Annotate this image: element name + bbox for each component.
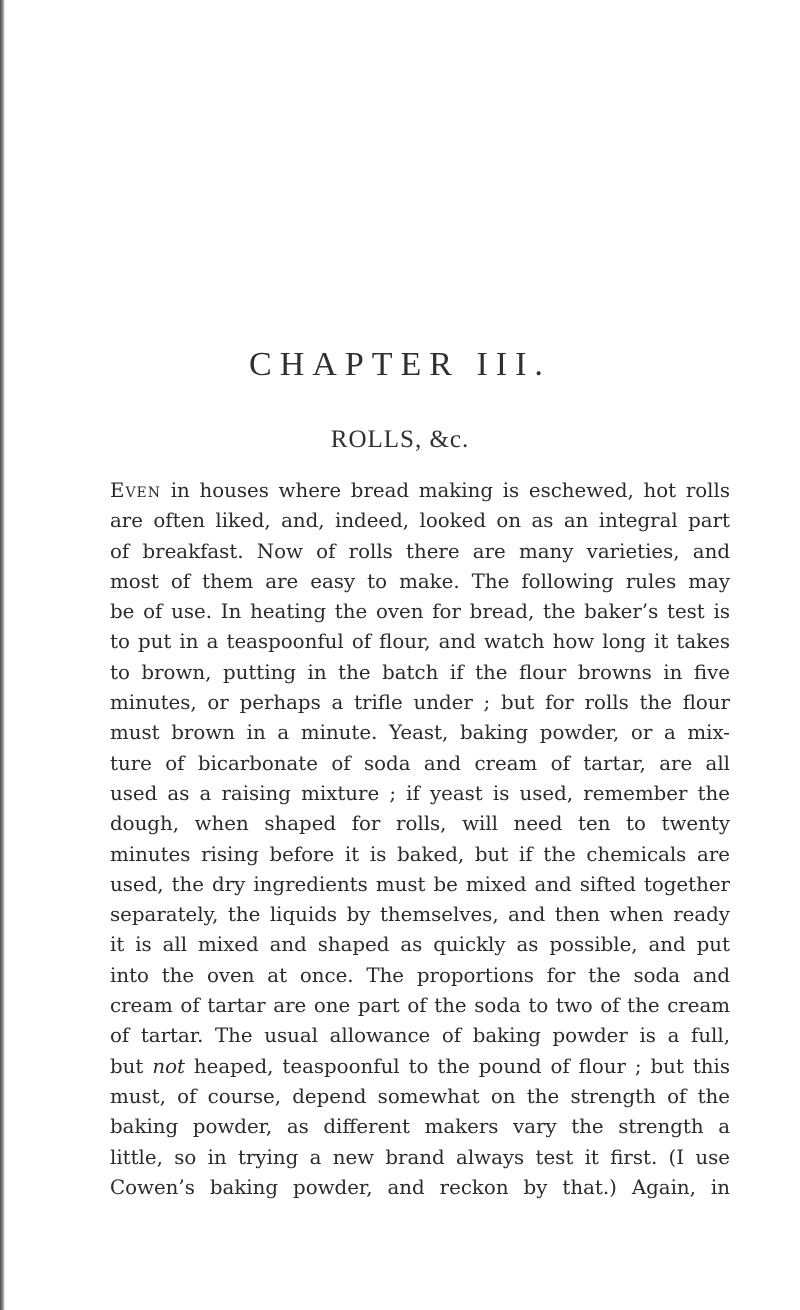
text-line: must, of course, depend somewhat on the strength of the	[110, 1084, 730, 1108]
text-line: Even in houses where bread making is eschewed, hot rolls	[110, 479, 730, 502]
text-line: used as a raising mixture ; if yeast is used, remember the	[110, 781, 730, 805]
text-line: most of them are easy to make. The following rules may	[110, 569, 730, 593]
text-line: but not heaped, teaspoonful to the pound of flour ; but this	[110, 1054, 731, 1078]
text-line: baking powder, as different makers vary the strength a	[110, 1115, 730, 1139]
text-line: little, so in trying a new brand always test it first. (I use	[110, 1145, 730, 1169]
text-line: to brown, putting in the batch if the flour browns in five	[110, 660, 730, 684]
lead-word: Even	[110, 479, 162, 502]
text-line: Cowen’s baking powder, and reckon by that.) Again, in	[110, 1175, 730, 1199]
text-line: used, the dry ingredients must be mixed and sifted together	[110, 872, 730, 896]
text-line: cream of tartar are one part of the soda to two of the cream	[110, 994, 730, 1018]
text-line: of tartar. The usual allowance of baking powder is a full,	[110, 1024, 730, 1048]
text-line: minutes rising before it is baked, but if the chemicals are	[110, 842, 730, 866]
text-line: must brown in a minute. Yeast, baking powder, or a mix-	[110, 721, 730, 745]
text-line: into the oven at once. The proportions for the soda and	[110, 963, 730, 987]
text-line: ture of bicarbonate of soda and cream of tartar, are all	[110, 751, 730, 775]
emphasis: not	[152, 1054, 185, 1078]
text-line: separately, the liquids by themselves, and then when ready	[110, 903, 730, 927]
page-binding-edge	[0, 0, 5, 1310]
text-line: to put in a teaspoonful of flour, and watch how long it takes	[110, 630, 730, 654]
text-line: be of use. In heating the oven for bread, the baker’s test is	[110, 600, 730, 624]
body-paragraph	[110, 476, 730, 1203]
text-line: minutes, or perhaps a trifle under ; but for rolls the flour	[110, 691, 730, 715]
text-line: are often liked, and, indeed, looked on as an integral part	[110, 509, 730, 533]
chapter-subtitle: ROLLS, &c.	[330, 426, 470, 453]
text-line: it is all mixed and shaped as quickly as possible, and put	[110, 933, 730, 957]
chapter-heading: CHAPTER III.	[249, 346, 551, 383]
text-line: dough, when shaped for rolls, will need ten to twenty	[110, 812, 730, 836]
text-line: of breakfast. Now of rolls there are many varieties, and	[110, 539, 730, 563]
